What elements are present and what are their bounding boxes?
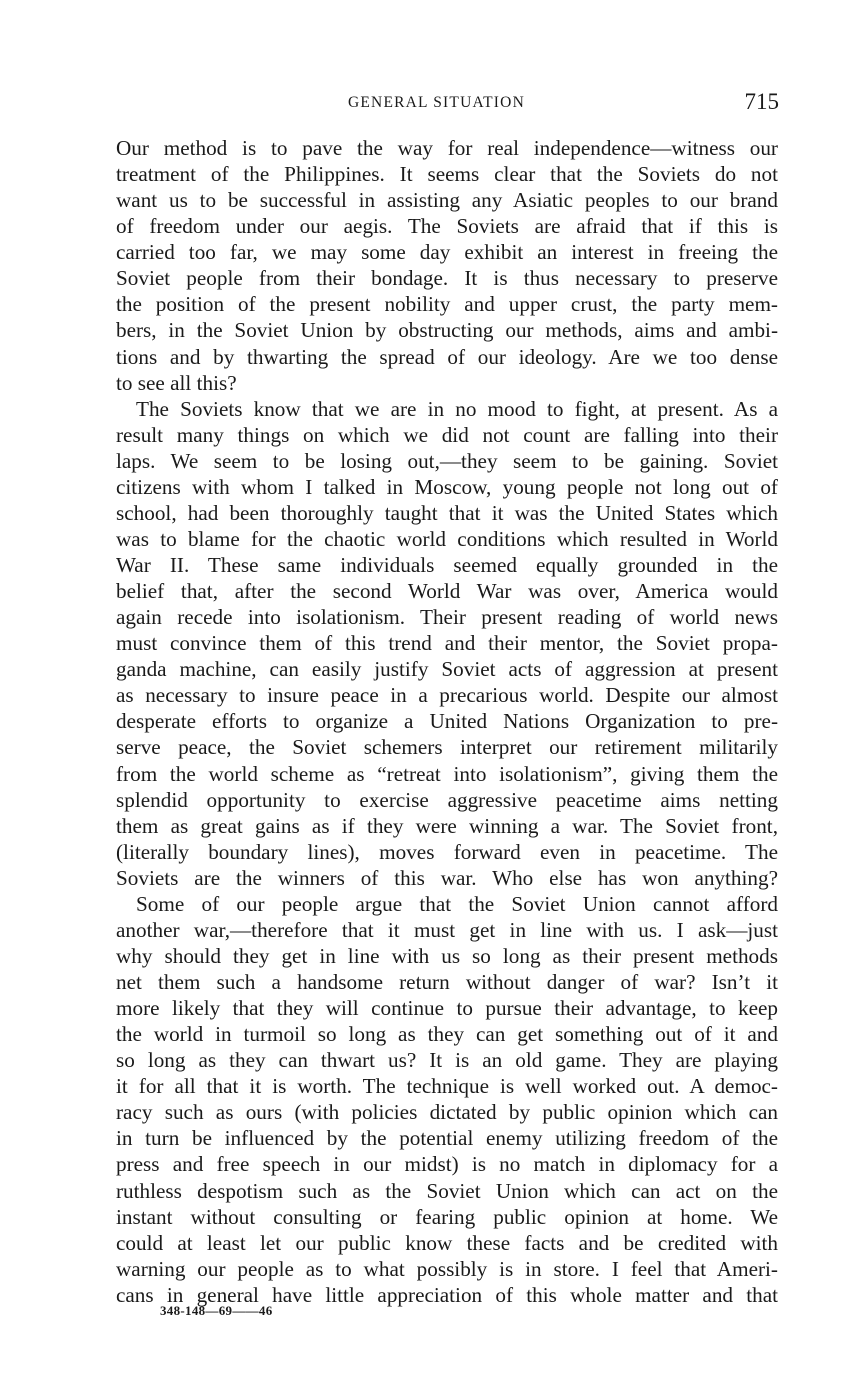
- text-line: ruthless despotism such as the Soviet Union which can act on the: [116, 1178, 778, 1203]
- text-line: treatment of the Philippines. It seems clear that the Soviets do not: [116, 162, 778, 187]
- text-line: it for all that it is worth. The technique is well worked out. A democ-: [116, 1074, 778, 1099]
- text-line: to see all this?: [116, 370, 237, 395]
- text-line: result many things on which we did not count are falling into their: [116, 422, 778, 447]
- text-line: from the world scheme as “retreat into isolationism”, giving them the: [116, 761, 778, 786]
- text-line: The Soviets know that we are in no mood to fight, at present. As a: [136, 396, 778, 421]
- text-line: why should they get in line with us so long as their present methods: [116, 943, 778, 968]
- text-line: desperate efforts to organize a United Nations Organization to pre-: [116, 709, 778, 734]
- text-line: laps. We seem to be losing out,—they seem to be gaining. Soviet: [116, 448, 778, 473]
- text-line: again recede into isolationism. Their present reading of world news: [116, 605, 778, 630]
- text-line: Our method is to pave the way for real independence—witness our: [116, 136, 778, 160]
- text-line: want us to be successful in assisting any Asiatic peoples to our brand: [116, 188, 778, 213]
- text-line: the position of the present nobility and upper crust, the party mem-: [116, 292, 778, 317]
- text-line: ganda machine, can easily justify Soviet acts of aggression at present: [116, 657, 778, 682]
- text-line: Soviets are the winners of this war. Who else has won anything?: [116, 865, 778, 890]
- text-line: cans in general have little appreciation of this whole matter and that: [116, 1282, 778, 1307]
- text-line: serve peace, the Soviet schemers interpret our retirement militarily: [116, 735, 778, 760]
- text-line: (literally boundary lines), moves forward even in peacetime. The: [116, 839, 778, 864]
- text-line: of freedom under our aegis. The Soviets are afraid that if this is: [116, 214, 778, 239]
- text-line: them as great gains as if they were winning a war. The Soviet front,: [116, 813, 778, 838]
- text-line: racy such as ours (with policies dictated by public opinion which can: [116, 1100, 778, 1125]
- text-line: another war,—therefore that it must get in line with us. I ask—just: [116, 917, 778, 942]
- text-line: carried too far, we may some day exhibit an interest in freeing the: [116, 240, 778, 265]
- text-line: as necessary to insure peace in a precarious world. Despite our almost: [116, 683, 778, 708]
- body-text: [116, 135, 778, 1308]
- text-line: instant without consulting or fearing public opinion at home. We: [116, 1204, 778, 1229]
- text-line: citizens with whom I talked in Moscow, young people not long out of: [116, 474, 778, 499]
- text-line: the world in turmoil so long as they can get something out of it and: [116, 1022, 778, 1047]
- text-line: more likely that they will continue to pursue their advantage, to keep: [116, 996, 778, 1021]
- text-line: Soviet people from their bondage. It is thus necessary to preserve: [116, 266, 778, 291]
- text-line: War II. These same individuals seemed equally grounded in the: [116, 553, 778, 577]
- text-line: warning our people as to what possibly is in store. I feel that Ameri-: [116, 1256, 778, 1281]
- text-line: belief that, after the second World War was over, America would: [116, 579, 778, 604]
- text-line: press and free speech in our midst) is no match in diplomacy for a: [116, 1152, 778, 1177]
- running-title: GENERAL SITUATION: [348, 94, 525, 111]
- text-line: school, had been thoroughly taught that it was the United States which: [116, 500, 778, 525]
- text-line: net them such a handsome return without danger of war? Isn’t it: [116, 970, 778, 994]
- text-line: bers, in the Soviet Union by obstructing our methods, aims and ambi-: [116, 318, 778, 343]
- text-line: could at least let our public know these facts and be credited with: [116, 1230, 778, 1255]
- text-line: must convince them of this trend and their mentor, the Soviet propa-: [116, 631, 778, 656]
- text-line: splendid opportunity to exercise aggressive peacetime aims netting: [116, 787, 778, 812]
- text-line: in turn be influenced by the potential enemy utilizing freedom of the: [116, 1126, 778, 1151]
- text-line: tions and by thwarting the spread of our ideology. Are we too dense: [116, 344, 778, 369]
- print-code: 348-148—69——46: [160, 1303, 273, 1318]
- text-line: so long as they can thwart us? It is an old game. They are playing: [116, 1048, 778, 1073]
- text-line: was to blame for the chaotic world conditions which resulted in World: [116, 526, 778, 551]
- page-number: 715: [744, 89, 779, 114]
- text-line: Some of our people argue that the Soviet Union cannot afford: [136, 891, 778, 916]
- running-head: [0, 89, 867, 122]
